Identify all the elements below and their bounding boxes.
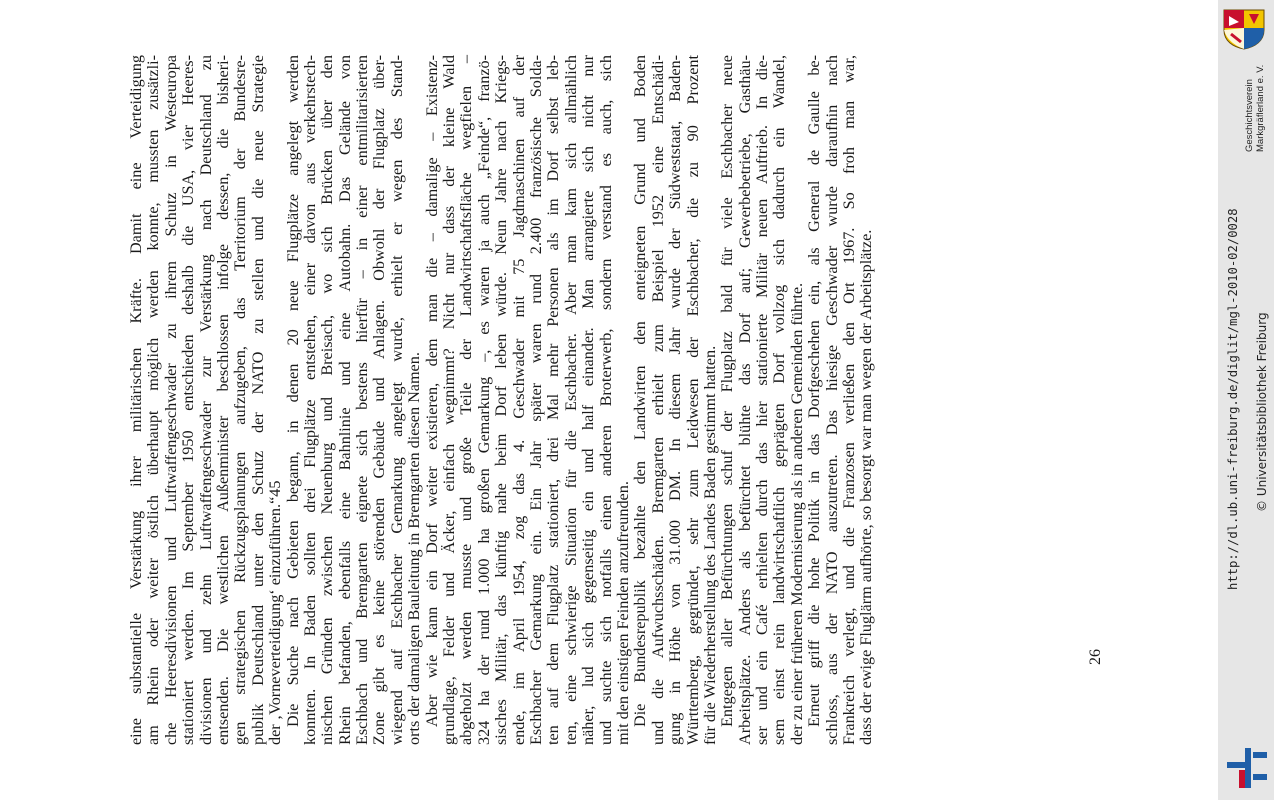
text-line: und suchte sich notfalls einen anderen Broterwerb, sondern verstand es auch, sich [596, 55, 615, 745]
text-line: Entgegen aller Befürchtungen schuf der Flugplatz bald für viele Eschbacher neue [718, 55, 737, 727]
text-line: näher, lud sich gegenseitig ein und half einander. Man arrangierte sich nicht nur [579, 55, 598, 745]
text-line: eine substantielle Verstärkung ihrer militärischen Kräfte. Damit eine Verteidigung [127, 55, 145, 745]
text-line: Frankreich verlegt, und die Franzosen verließen den Ort 1967. So froh man war, [840, 55, 859, 745]
text-line: dass der ewige Fluglärm aufhörte, so besorgt war man wegen der Arbeitsplätze. [857, 229, 876, 745]
text-line: schloss, aus der NATO auszutreten. Das hiesige Geschwader wurde daraufhin nach [822, 55, 841, 745]
body-text [128, 55, 1088, 745]
text-line: Württemberg, gegründet, sehr zum Leidwesen der Eschbacher, die zu 90 Prozent [683, 55, 702, 745]
society-name [1244, 65, 1266, 152]
text-line: ser und ein Café erhielten durch das hier stationierte Militär neuen Auftrieb. In die- [753, 55, 772, 745]
copyright-notice: © Universitätsbibliothek Freiburg [1255, 312, 1269, 512]
text-line: ende, im April 1954, zog das 4. Geschwader mit 75 Jagdmaschinen auf der [509, 55, 528, 745]
text-line: Die Suche nach Gebieten begann, in denen 20 neue Flugplätze angelegt werden [283, 55, 302, 727]
text-line: Erneut griff die hohe Politik in das Dorfgeschehen ein, als General de Gaulle be- [805, 55, 824, 727]
text-line: wiegend auf Eschbacher Gemarkung angelegt wurde, erhielt er wegen des Stand- [387, 55, 406, 745]
text-line: und die Aufwuchsschäden. Bremgarten erhielt zum Beispiel 1952 eine Entschädi- [648, 55, 667, 745]
text-line: publik Deutschland unter den Schutz der NATO zu stellen und die neue Strategie [248, 55, 267, 745]
text-line: konnten. In Baden sollten drei Flugplätze entstehen, einer davon aus verkehrstech- [300, 55, 319, 745]
ub-freiburg-logo-icon [1225, 744, 1269, 792]
coat-of-arms-icon [1221, 8, 1267, 50]
text-line: Eschbach und Bremgarten eignete sich bestens hierfür – in einer entmilitarisierten [353, 55, 372, 745]
text-line: 324 ha der rund 1.000 ha großen Gemarkung –, es waren ja auch „Feinde“, franzö- [474, 55, 493, 745]
text-line: entsenden. Die westlichen Außenminister beschlossen infolge dessen, die bisheri- [213, 55, 232, 745]
text-line: mit den einstigen Feinden anzufreunden. [613, 481, 632, 745]
text-line: ten auf dem Flugplatz stationiert, drei Mal mehr Personen als im Dorf selbst leb- [544, 55, 563, 745]
text-line: ten, eine schwierige Situation für die Eschbacher. Aber man kam sich allmählich [561, 55, 580, 745]
text-line: orts der damaligen Bauleitung in Bremgarten diesen Namen. [405, 352, 424, 745]
page-number [1086, 634, 1106, 674]
text-line: sisches Militär, das künftig nahe beim Dorf leben würde. Neun Jahre nach Kriegs- [492, 55, 511, 745]
text-line: grundlage, Felder und Äcker, einfach wegnimmt? Nicht nur dass der kleine Wald [440, 55, 459, 745]
text-line: sem einst rein landwirtschaftlich geprägten Dorf vollzog sich dadurch ein Wandel, [770, 55, 789, 745]
text-line: Aber wie kann ein Dorf weiter existieren, dem man die – damalige – Existenz- [422, 55, 441, 727]
text-line: Die Bundesrepublik bezahlte den Landwirten den enteigneten Grund und Boden [631, 55, 650, 727]
text-line: gung in Höhe von 31.000 DM. In diesem Jahr wurde der Südweststaat, Baden- [666, 55, 685, 745]
text-line: abgeholzt werden musste und große Teile der Landwirtschaftsfläche wegfielen – [457, 55, 476, 745]
text-line: der zu einer früheren Modernisierung als in anderen Gemeinden führte. [787, 282, 806, 745]
source-url-link[interactable]: http://dl.ub.uni-freiburg.de/diglit/mgl-2010-02/0028 [1226, 208, 1240, 590]
text-line: nischen Gründen zwischen Neuenburg und Breisach, wo sich Brücken über den [318, 55, 337, 745]
text-line: divisionen und zehn Luftwaffengeschwader zur Verstärkung nach Deutschland zu [196, 55, 215, 745]
text-line: Rhein befanden, ebenfalls eine Bahnlinie und eine Autobahn. Das Gelände von [335, 55, 354, 745]
text-line: Arbeitsplätze. Anders als befürchtet blühte das Dorf auf; Gewerbebetriebe, Gasthäu- [735, 55, 754, 745]
text-line: der ‚Vorneverteidigung‘ einzuführen.“45 [266, 480, 285, 745]
text-line: am Rhein oder weiter östlich überhaupt möglich werden konnte, mussten zusätzli- [144, 55, 163, 745]
page-number-text: 26 [1087, 649, 1104, 665]
text-line: che Heeresdivisionen und Luftwaffengeschwader zu ihrem Schutz in Westeuropa [161, 55, 180, 745]
text-line: Zone gibt es keine störenden Gebäude und Anlagen. Obwohl der Flugplatz über- [370, 55, 389, 745]
text-line: für die Wiederherstellung des Landes Baden gestimmt hatten. [700, 345, 719, 745]
society-name-line1: Geschichtsverein [1244, 79, 1255, 152]
society-name-line2: Markgräflerland e. V. [1255, 64, 1266, 152]
text-line: stationiert werden. Im September 1950 entschieden deshalb die USA, vier Heeres- [179, 55, 198, 745]
text-line: gen strategischen Rückzugsplanungen aufzugeben, das Territorium der Bundesre- [231, 55, 250, 745]
text-line: Eschbacher Gemarkung ein. Ein Jahr später waren rund 2.400 französische Solda- [526, 55, 545, 745]
